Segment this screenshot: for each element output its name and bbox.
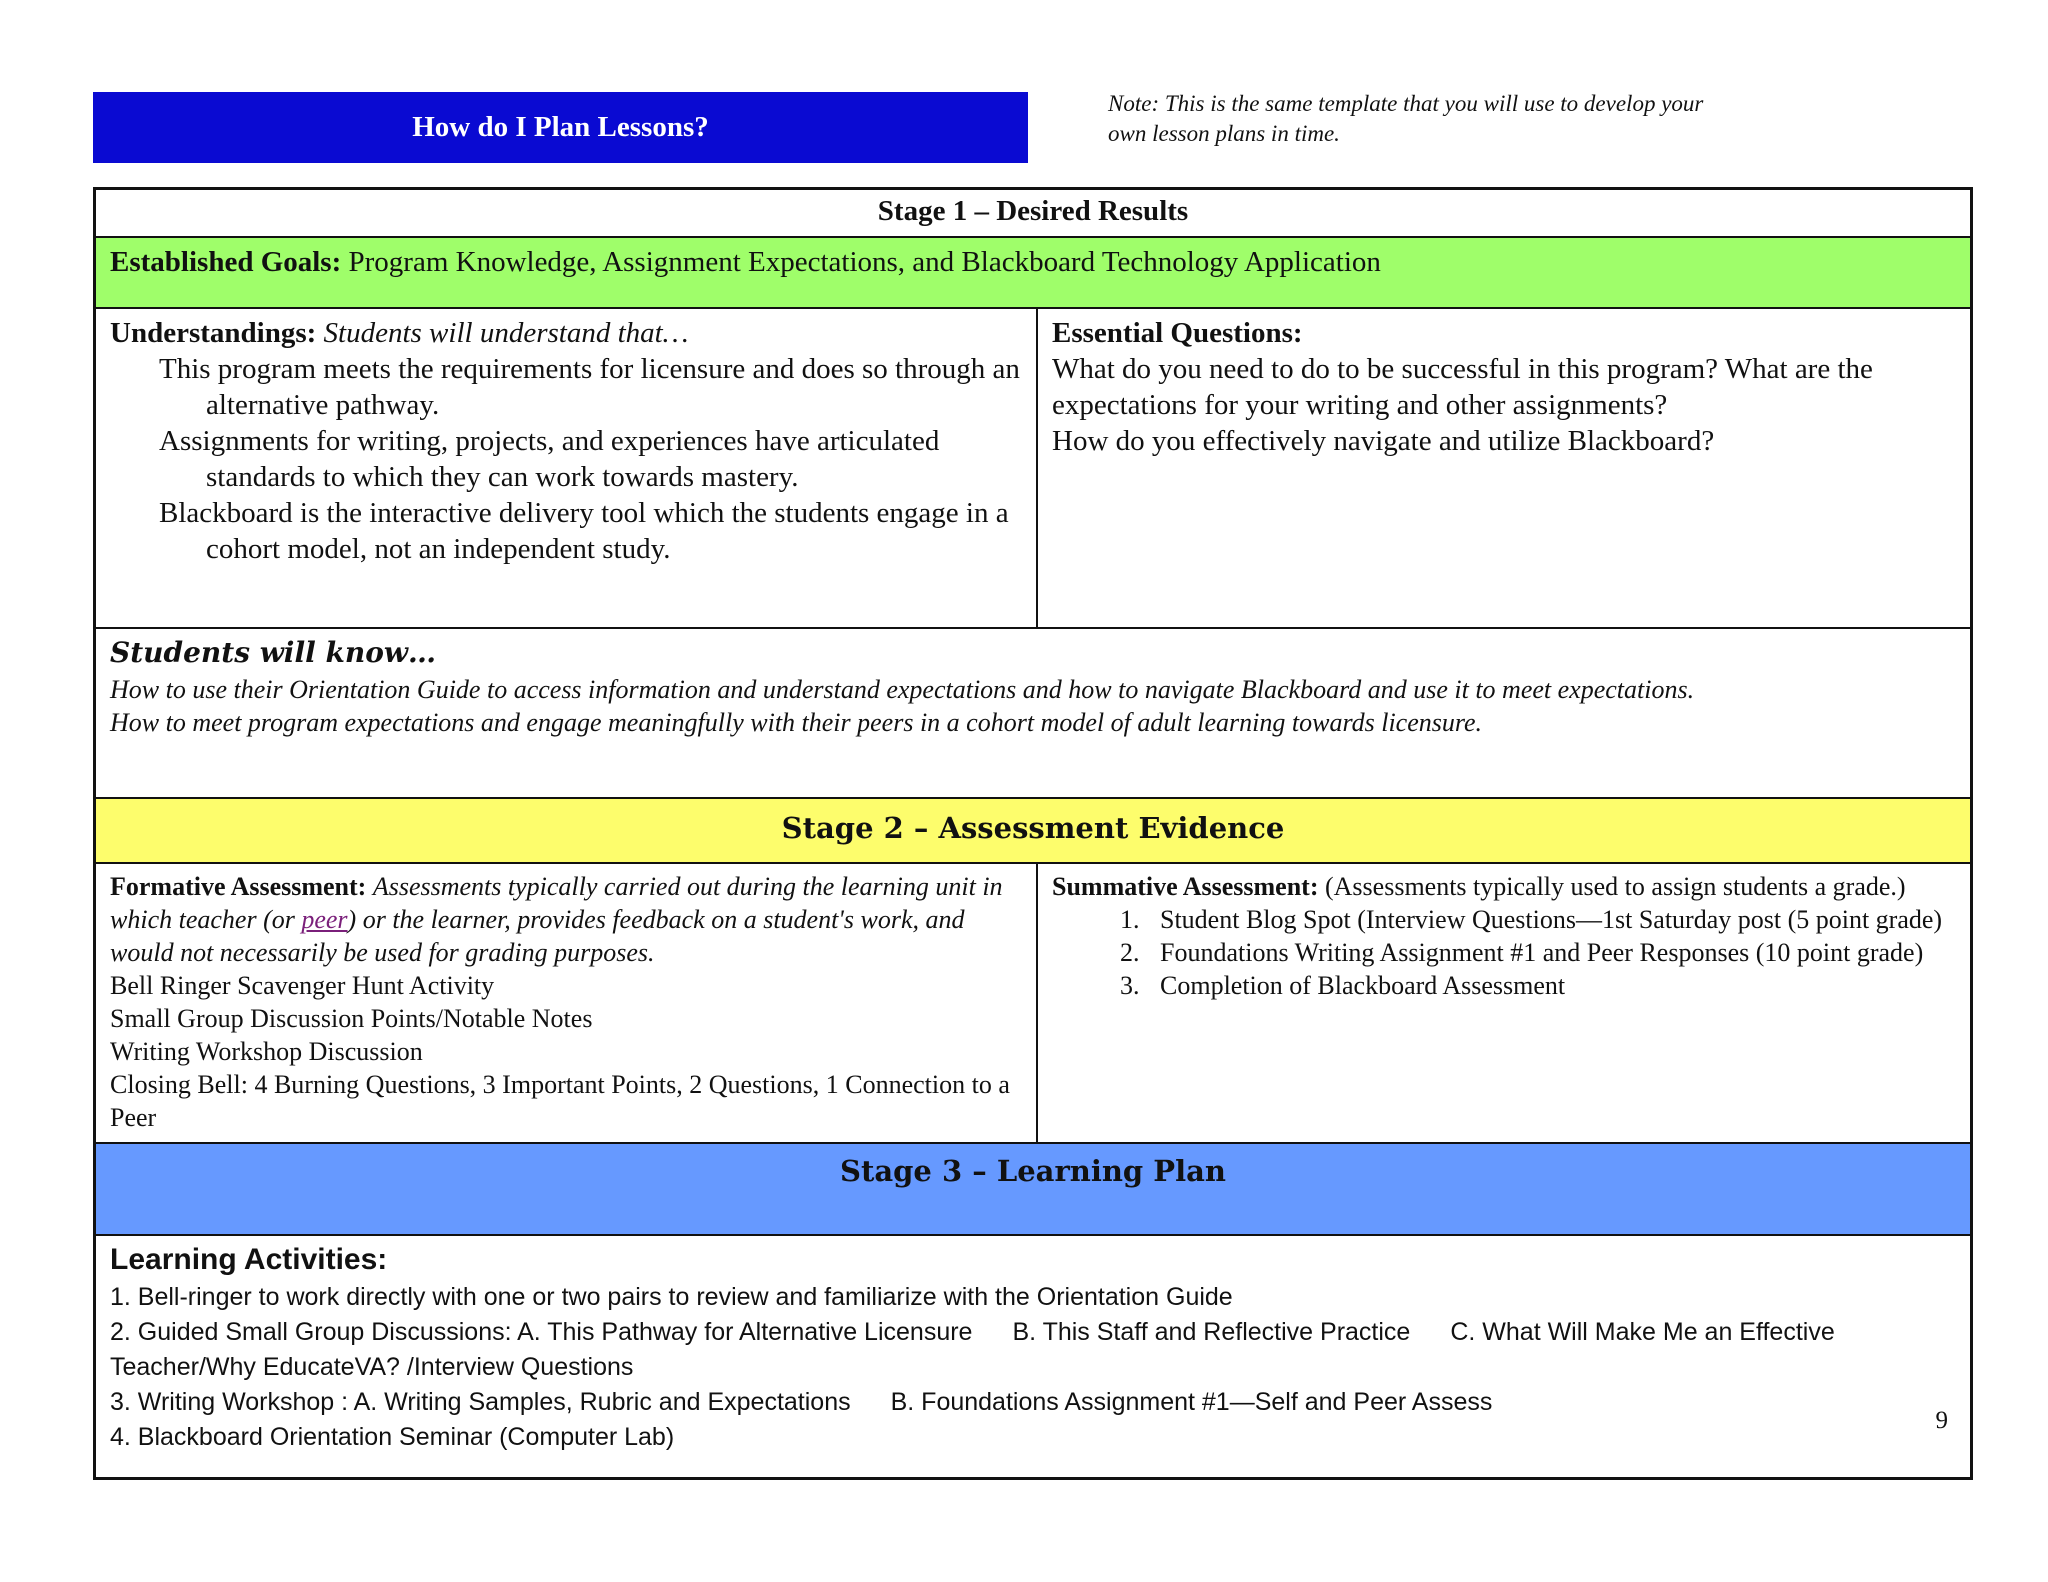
formative-item: Closing Bell: 4 Burning Questions, 3 Important Points, 2 Questions, 1 Connection to a Peer — [110, 1070, 1010, 1132]
template-note — [1108, 89, 1828, 149]
assessment-row — [96, 864, 1970, 1144]
understanding-item: This program meets the requirements for licensure and does so through an alternative pathway. — [159, 353, 1020, 421]
understanding-item: Blackboard is the interactive delivery tool which the students engage in a cohort model, not an independent study. — [159, 497, 1009, 565]
activity-item: 3. Writing Workshop : A. Writing Samples, Rubric and Expectations B. Foundations Assignment #1—Self and Peer Assess — [110, 1388, 1493, 1416]
essential-question: How do you effectively navigate and utilize Blackboard? — [1052, 425, 1715, 457]
summative-item: 3. Completion of Blackboard Assessment — [1146, 969, 1956, 1002]
know-item: How to use their Orientation Guide to access information and understand expectations and how to navigate Blackboard and use it to meet expectations. — [110, 675, 1695, 704]
formative-item: Writing Workshop Discussion — [110, 1037, 423, 1066]
note-line-2: own lesson plans in time. — [1108, 121, 1340, 146]
goals-text: Program Knowledge, Assignment Expectations, and Blackboard Technology Application — [348, 246, 1381, 278]
activity-item: 4. Blackboard Orientation Seminar (Computer Lab) — [110, 1423, 675, 1451]
peer-link[interactable]: peer — [301, 905, 348, 934]
summative-assessment-cell — [1038, 864, 1970, 1142]
note-line-1: Note: This is the same template that you will use to develop your — [1108, 91, 1704, 116]
summative-list — [1052, 903, 1956, 1002]
stage-2-header: Stage 2 – Assessment Evidence — [96, 799, 1970, 864]
summative-definition: (Assessments typically used to assign students a grade.) — [1318, 872, 1906, 901]
essential-questions-label: Essential Questions: — [1052, 317, 1303, 349]
understandings-intro: Students will understand that… — [323, 317, 689, 349]
formative-item: Bell Ringer Scavenger Hunt Activity — [110, 971, 495, 1000]
learning-activities-row — [96, 1236, 1970, 1479]
activity-item: 1. Bell-ringer to work directly with one or two pairs to review and familiarize with the Orientation Guide — [110, 1283, 1233, 1311]
activity-item: 2. Guided Small Group Discussions: A. This Pathway for Alternative Licensure B. This Staff and Reflective Practice C. What Will Make Me an Effective Teacher/Why EducateVA? /Interview Questions — [110, 1318, 1835, 1381]
stage-1-header: Stage 1 – Desired Results — [96, 190, 1970, 238]
lesson-plan-table — [93, 187, 1973, 1480]
formative-label: Formative Assessment: — [110, 872, 367, 901]
established-goals-row — [96, 238, 1970, 309]
summative-item: 2. Foundations Writing Assignment #1 and Peer Responses (10 point grade) — [1146, 936, 1956, 969]
essential-questions-cell — [1038, 309, 1970, 627]
understanding-item: Assignments for writing, projects, and experiences have articulated standards to which they can work towards mastery. — [159, 425, 940, 493]
students-will-know-label: Students will know… — [110, 636, 437, 669]
summative-label: Summative Assessment: — [1052, 872, 1319, 901]
know-item: How to meet program expectations and engage meaningfully with their peers in a cohort model of adult learning towards licensure. — [110, 708, 1483, 737]
stage-3-header: Stage 3 – Learning Plan — [96, 1144, 1970, 1236]
understandings-cell — [96, 309, 1038, 627]
understandings-label: Understandings: — [110, 317, 317, 349]
page-number: 9 — [1935, 1407, 1948, 1434]
summative-item: 1. Student Blog Spot (Interview Questions—1st Saturday post (5 point grade) — [1146, 903, 1956, 936]
formative-definition: Assessments typically carried out during the learning unit in which teacher (or peer) or the learner, provides feedback on a student's work, and would not necessarily be used for grading purposes. — [110, 872, 1003, 967]
essential-question: What do you need to do to be successful in this program? What are the expectations for your writing and other assignments? — [1052, 353, 1873, 421]
goals-label: Established Goals: — [110, 246, 342, 278]
learning-activities-label: Learning Activities: — [110, 1243, 388, 1276]
page-title: How do I Plan Lessons? — [93, 92, 1028, 163]
students-will-know-row — [96, 629, 1970, 799]
formative-assessment-cell — [96, 864, 1038, 1142]
formative-item: Small Group Discussion Points/Notable Notes — [110, 1004, 593, 1033]
understandings-row — [96, 309, 1970, 629]
